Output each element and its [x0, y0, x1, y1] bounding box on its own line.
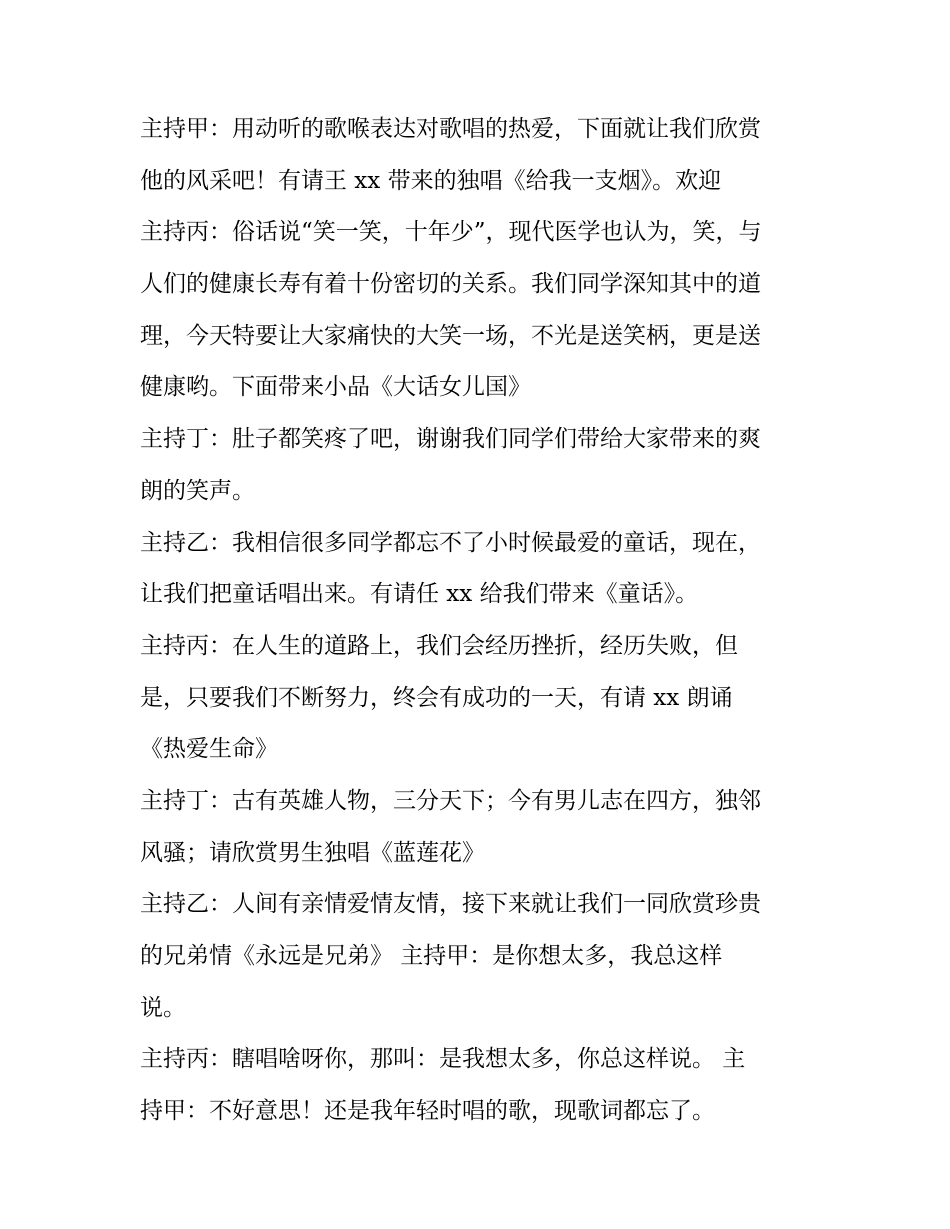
text-line: 他的风采吧！有请王 xx 带来的独唱《给我一支烟》。欢迎: [140, 167, 722, 194]
text-line: 说。: [140, 994, 186, 1021]
text-line: 主持乙：人间有亲情爱情友情，接下来就让我们一同欣赏珍贵: [140, 891, 761, 918]
text-line: 朗的笑声。: [140, 477, 255, 504]
text-line: 健康哟。下面带来小品《大话女儿国》: [140, 374, 531, 401]
text-line: 人们的健康长寿有着十份密切的关系。我们同学深知其中的道: [140, 271, 761, 298]
text-line: 主持丙：在人生的道路上，我们会经历挫折，经历失败，但: [140, 632, 738, 659]
text-line: 让我们把童话唱出来。有请任 xx 给我们带来《童话》。: [140, 581, 699, 608]
text-line: 主持丁：古有英雄人物，三分天下；今有男儿志在四方，独邻: [140, 787, 761, 814]
document-body: [140, 104, 820, 1138]
text-line: 的兄弟情《永远是兄弟》 主持甲：是你想太多，我总这样: [140, 943, 723, 969]
text-line: 主持甲：用动听的歌喉表达对歌唱的热爱，下面就让我们欣赏: [140, 116, 761, 142]
text-line: 主持丙：瞎唱啥呀你，那叫：是我想太多，你总这样说。 主: [140, 1046, 746, 1073]
text-line: 主持丙：俗话说“笑一笑，十年少”，现代医学也认为，笑，与: [140, 219, 762, 246]
text-line: 风骚；请欣赏男生独唱《蓝莲花》: [140, 839, 485, 866]
text-line: 理，今天特要让大家痛快的大笑一场，不光是送笑柄，更是送: [140, 322, 761, 349]
text-line: 主持丁：肚子都笑疼了吧，谢谢我们同学们带给大家带来的爽: [140, 426, 761, 453]
text-line: 主持乙：我相信很多同学都忘不了小时候最爱的童话，现在，: [140, 529, 761, 556]
text-line: 《热爱生命》: [140, 736, 278, 763]
text-line: 是，只要我们不断努力，终会有成功的一天，有请 xx 朗诵: [140, 684, 733, 711]
text-line: 持甲：不好意思！还是我年轻时唱的歌，现歌词都忘了。: [140, 1098, 715, 1125]
